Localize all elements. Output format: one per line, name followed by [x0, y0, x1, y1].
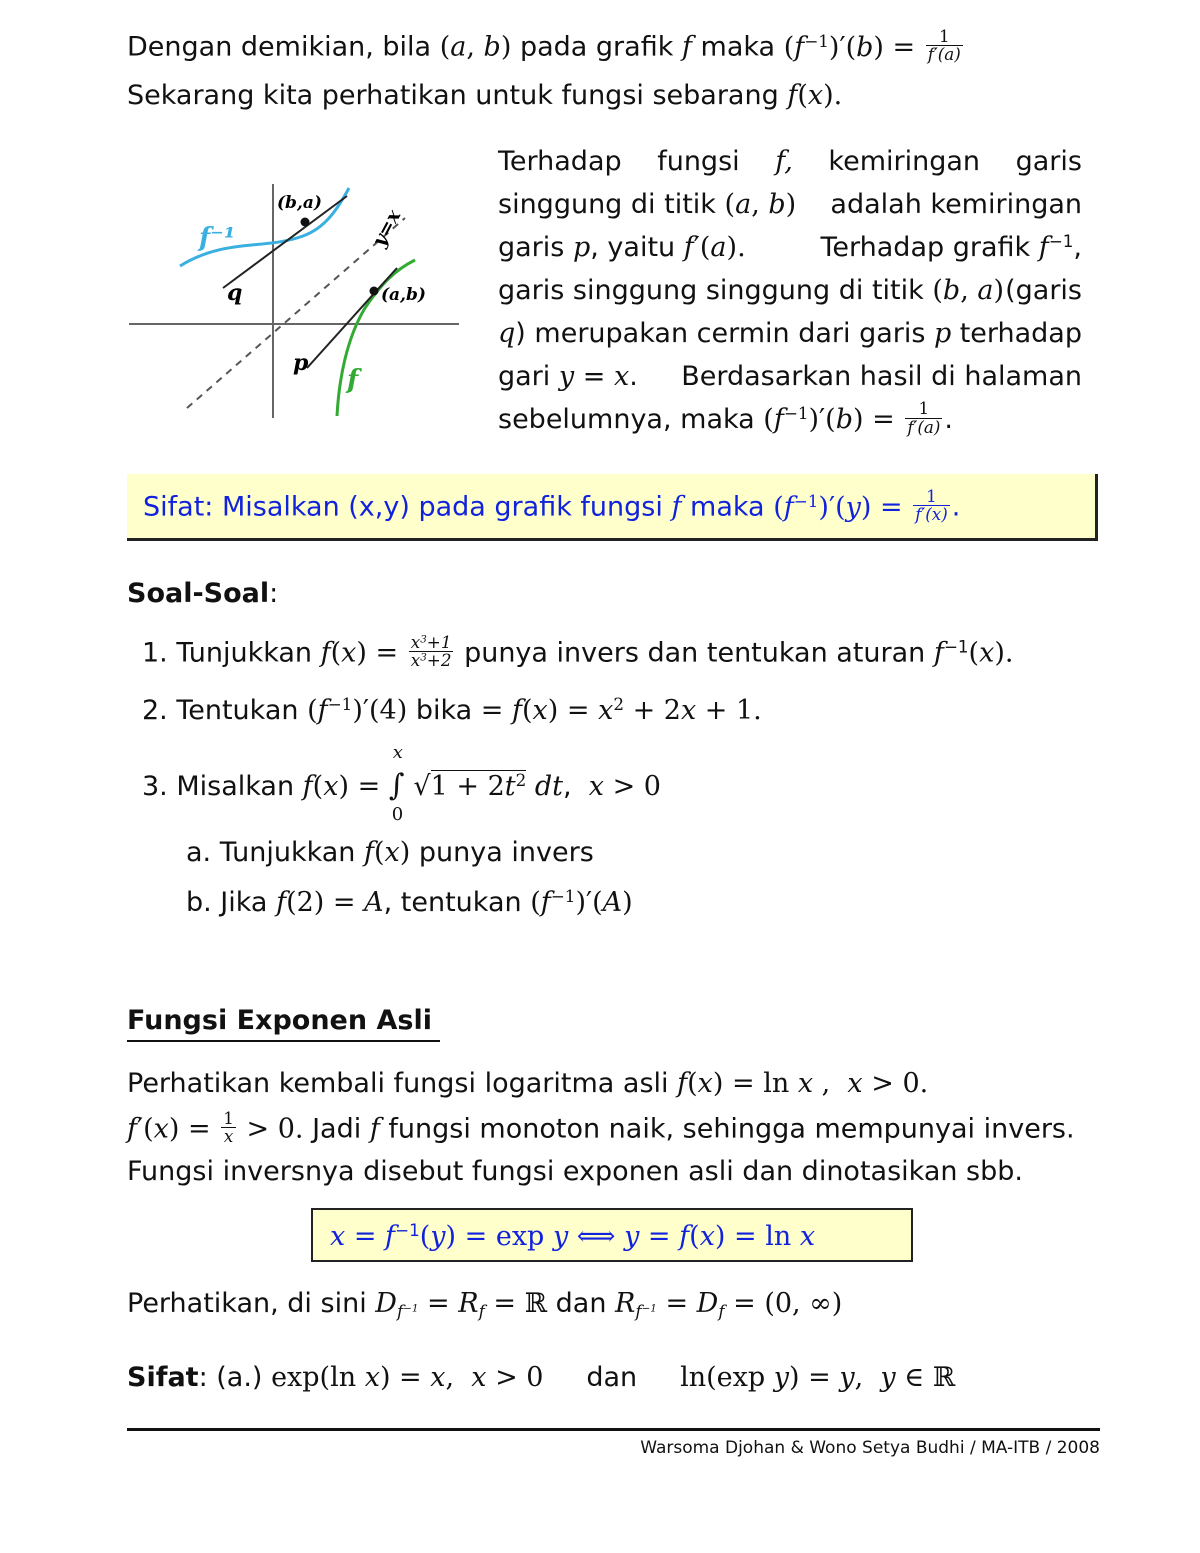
exercise-3a: a. Tunjukkan f(x) punya invers [186, 837, 594, 868]
tangent-explanation: Terhadap fungsi f, kemiringan garis singgung di titik (a, b) adalah kemiringan garis p, yaitu f′(a). Terhadap grafik $f^{-1}$, garis singgung singgung di titik (b, a) (garis q) merupakan cermin dari garis p terhadap gari y = x. Berdasarkan hasil di halaman sebelumnya, maka $(f^{-1})'(b)$ = $\frac{1}{f'(a)}$ . [498, 146, 1082, 437]
inverse-tangent-figure [125, 178, 465, 428]
tangent-p [307, 268, 397, 368]
footer-rule [127, 1428, 1100, 1431]
exercises-heading: Soal-Soal: [127, 578, 279, 609]
exponential-heading: Fungsi Exponen Asli [127, 1005, 432, 1036]
point-ba [301, 218, 310, 227]
heading-underline [127, 1040, 440, 1042]
domain-range-line: Perhatikan, di sini $D_{f^{-1}} = R_f$ = ℝ dan $R_{f^{-1}} = D_f = (0$, ∞) [127, 1288, 843, 1322]
exp-line-3: Fungsi inversnya disebut fungsi exponen asli dan dinotasikan sbb. [127, 1156, 1023, 1187]
label-p: p [293, 350, 309, 376]
exercise-2: 2. Tentukan $(f^{-1})'(4)$ bika = $f(x) = x^2 + 2x + 1$. [142, 693, 762, 726]
definition-formula: $x = f^{-1}(y) = \exp y$ ⟺ y = f(x) = ln x [330, 1219, 816, 1252]
exp-line-1: Perhatikan kembali fungsi logaritma asli f(x) = ln x , x > 0. [127, 1068, 929, 1099]
label-ab: (a,b) [381, 285, 426, 305]
label-finv: f⁻¹ [199, 223, 236, 253]
label-ba: (b,a) [277, 193, 322, 213]
intro-line-1: Dengan demikian, bila (a, b) pada grafik f maka $(f^{-1})'(b)$ = $\frac{1}{f'(a)}$ [127, 25, 961, 65]
integral-sign: x ∫ 0 [388, 742, 405, 825]
exercise-1: 1. Tunjukkan f(x) = $\frac{x^3+1}{x^3+2}$ punya invers dan tentukan aturan $f^{-1}(x)$. [142, 631, 1014, 671]
properties-line: Sifat: (a.) exp(ln x) = x, x > 0 dan ln(exp y) = y, y ∈ ℝ [127, 1362, 956, 1393]
point-ab [370, 287, 379, 296]
exp-line-2: f′(x) = $\frac{1}{x}$ > 0. Jadi f fungsi monoton naik, sehingga mempunyai invers. [127, 1107, 1075, 1147]
label-f: f [347, 365, 359, 395]
property-text: Sifat: Misalkan (x,y) pada grafik fungsi f maka $(f^{-1})'(y)$ = $\frac{1}{f'(x)}$ . [143, 485, 961, 525]
label-q: q [227, 280, 243, 306]
footer-credit: Warsoma Djohan & Wono Setya Budhi / MA-ITB / 2008 [640, 1438, 1100, 1458]
intro-line-2: Sekarang kita perhatikan untuk fungsi sebarang f(x). [127, 80, 843, 111]
exercise-3: 3. Misalkan f(x) = x ∫ 0 $√1 + 2t^2$ dt, x > 0 [142, 742, 661, 825]
label-yx: y=x [367, 206, 406, 251]
exercise-3b: b. Jika f(2) = A, tentukan $(f^{-1})'(A)$ [186, 885, 633, 918]
